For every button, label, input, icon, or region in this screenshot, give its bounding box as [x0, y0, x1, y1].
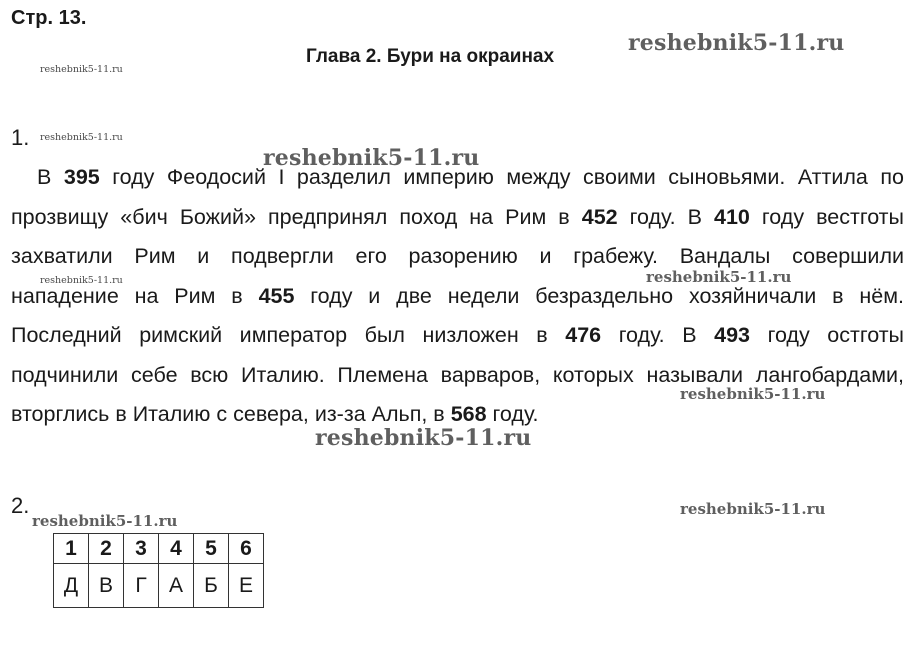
table-header-cell: 1	[54, 534, 89, 564]
table-row	[54, 564, 264, 608]
task-2-number: 2.	[11, 493, 30, 518]
paragraph-line	[11, 322, 904, 348]
table-cell: Г	[124, 564, 159, 608]
text-segment: В	[37, 165, 64, 189]
table-header-cell: 5	[194, 534, 229, 564]
year-number: 452	[581, 205, 618, 229]
text-segment: году.	[486, 402, 539, 426]
text-segment: году вестготы	[749, 205, 904, 229]
table-header-cell: 3	[124, 534, 159, 564]
table-cell: Б	[194, 564, 229, 608]
text-segment: году и две недели безраздельно хозяйничали в нём.	[294, 284, 904, 308]
text-segment: году Феодосий I разделил империю между своими сыновьями. Аттила по	[99, 165, 904, 189]
text-segment: вторглись в Италию с севера, из-за Альп, в	[11, 402, 451, 426]
watermark: reshebnik5-11.ru	[32, 512, 178, 530]
page-reference: Стр. 13.	[11, 7, 87, 29]
table-cell: Е	[229, 564, 264, 608]
year-number: 395	[63, 165, 100, 189]
text-segment: подчинили себе всю Италию. Племена варваров, которых называли лангобардами,	[11, 363, 904, 387]
text-segment: захватили Рим и подвергли его разорению и грабежу. Вандалы совершили	[11, 244, 904, 268]
paragraph-line	[11, 362, 904, 388]
watermark: reshebnik5-11.ru	[40, 132, 123, 143]
paragraph-line	[11, 401, 904, 427]
task-1-number: 1.	[11, 125, 30, 150]
year-number: 410	[714, 205, 750, 229]
year-number: 476	[565, 323, 602, 347]
table-header-cell: 6	[229, 534, 264, 564]
table-cell: В	[89, 564, 124, 608]
answer-table	[53, 533, 264, 608]
table-cell: А	[159, 564, 194, 608]
paragraph-line	[11, 283, 904, 309]
table-header-row	[54, 534, 264, 564]
watermark: reshebnik5-11.ru	[40, 275, 123, 286]
chapter-title: Глава 2. Бури на окраинах	[306, 46, 555, 67]
table-header-cell: 4	[159, 534, 194, 564]
text-segment: году. В	[617, 205, 715, 229]
watermark: reshebnik5-11.ru	[40, 64, 123, 75]
paragraph-line	[11, 243, 904, 269]
text-segment: году остготы	[750, 323, 905, 347]
watermark: reshebnik5-11.ru	[646, 268, 792, 286]
table-header-cell: 2	[89, 534, 124, 564]
text-segment: нападение на Рим в	[11, 284, 259, 308]
year-number: 568	[450, 402, 487, 426]
table-cell: Д	[54, 564, 89, 608]
text-segment: Последний римский император был низложен в	[11, 323, 566, 347]
watermark: reshebnik5-11.ru	[628, 30, 845, 56]
text-segment: прозвищу «бич Божий» предпринял поход на Рим в	[11, 205, 582, 229]
watermark: reshebnik5-11.ru	[315, 425, 532, 451]
year-number: 455	[258, 284, 295, 308]
watermark: reshebnik5-11.ru	[263, 145, 480, 171]
watermark: reshebnik5-11.ru	[680, 385, 826, 403]
paragraph-line	[37, 164, 904, 190]
watermark: reshebnik5-11.ru	[680, 500, 826, 518]
paragraph-line	[11, 204, 904, 230]
year-number: 493	[714, 323, 751, 347]
text-segment: году. В	[601, 323, 715, 347]
